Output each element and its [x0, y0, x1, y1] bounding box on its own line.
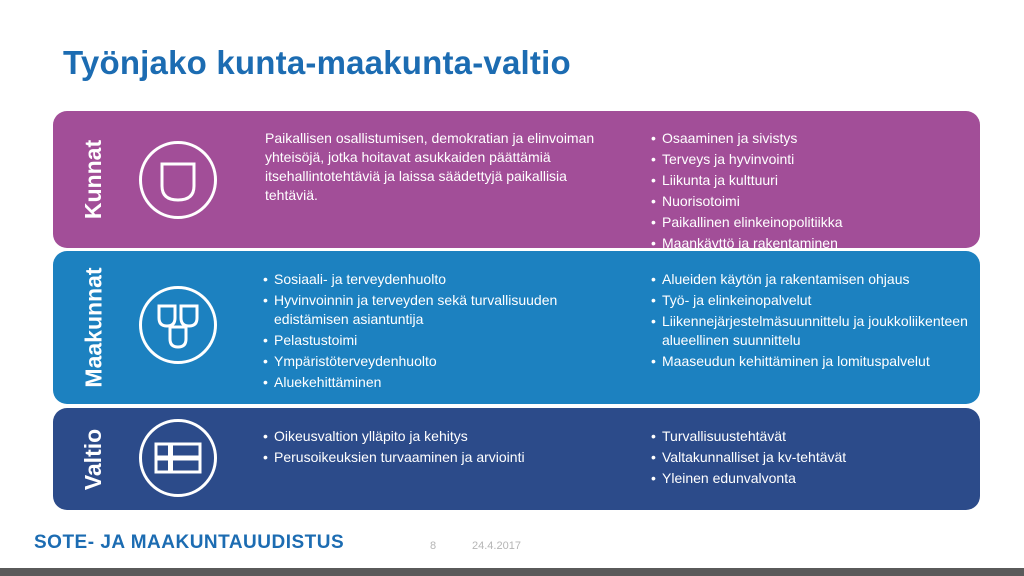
list-item: • Perusoikeuksien turvaaminen ja arviointi: [263, 448, 613, 467]
list-item: • Maaseudun kehittäminen ja lomituspalvelut: [651, 352, 971, 371]
list-item: • Paikallinen elinkeinopolitiikka: [651, 213, 971, 232]
band-valtio: [53, 408, 980, 510]
list-item: • Turvallisuustehtävät: [651, 427, 971, 446]
list-item: • Terveys ja hyvinvointi: [651, 150, 971, 169]
list-item: • Hyvinvoinnin ja terveyden sekä turvallisuuden edistämisen asiantuntija: [263, 291, 613, 329]
kunnat-task-list: [651, 129, 971, 255]
flag-icon: [139, 419, 217, 497]
footer-logo: SOTE- JA MAAKUNTAUUDISTUS: [34, 532, 345, 553]
slide-title: Työnjako kunta-maakunta-valtio: [63, 44, 571, 81]
list-item: • Osaaminen ja sivistys: [651, 129, 971, 148]
maakunnat-task-list-left: [263, 270, 613, 394]
valtio-task-list-right: [651, 427, 971, 490]
band-maakunnat: [53, 251, 980, 404]
list-item: • Nuorisotoimi: [651, 192, 971, 211]
shield-icon: [139, 141, 217, 219]
list-item: • Maankäyttö ja rakentaminen: [651, 234, 971, 253]
list-item: • Ympäristöterveydenhuolto: [263, 352, 613, 371]
list-item: • Sosiaali- ja terveydenhuolto: [263, 270, 613, 289]
valtio-task-list-left: [263, 427, 613, 469]
list-item: • Liikunta ja kulttuuri: [651, 171, 971, 190]
list-item: • Pelastustoimi: [263, 331, 613, 350]
page-number: 8: [430, 540, 437, 552]
list-item: • Valtakunnalliset ja kv-tehtävät: [651, 448, 971, 467]
list-item: • Alueiden käytön ja rakentamisen ohjaus: [651, 270, 971, 289]
list-item: • Aluekehittäminen: [263, 373, 613, 392]
band-kunnat: [53, 111, 980, 251]
maakunnat-task-list-right: [651, 270, 971, 373]
band-label-kunnat: Kunnat: [80, 139, 107, 220]
kunnat-description: Paikallisen osallistumisen, demokratian ja elinvoiman yhteisöjä, jotka hoitavat asukkaiden päättämiä itsehallintotehtäviä ja laissa säädettyjä paikallisia tehtäviä.: [265, 130, 595, 203]
list-item: • Työ- ja elinkeinopalvelut: [651, 291, 971, 310]
page-date: 24.4.2017: [472, 540, 521, 552]
three-shields-icon: [139, 286, 217, 364]
list-item: • Oikeusvaltion ylläpito ja kehitys: [263, 427, 613, 446]
band-label-maakunnat: Maakunnat: [80, 267, 107, 388]
band-label-valtio: Valtio: [80, 428, 107, 490]
bottom-bar: [0, 568, 1024, 576]
list-item: • Liikennejärjestelmäsuunnittelu ja joukkoliikenteen alueellinen suunnittelu: [651, 312, 971, 350]
list-item: • Yleinen edunvalvonta: [651, 469, 971, 488]
